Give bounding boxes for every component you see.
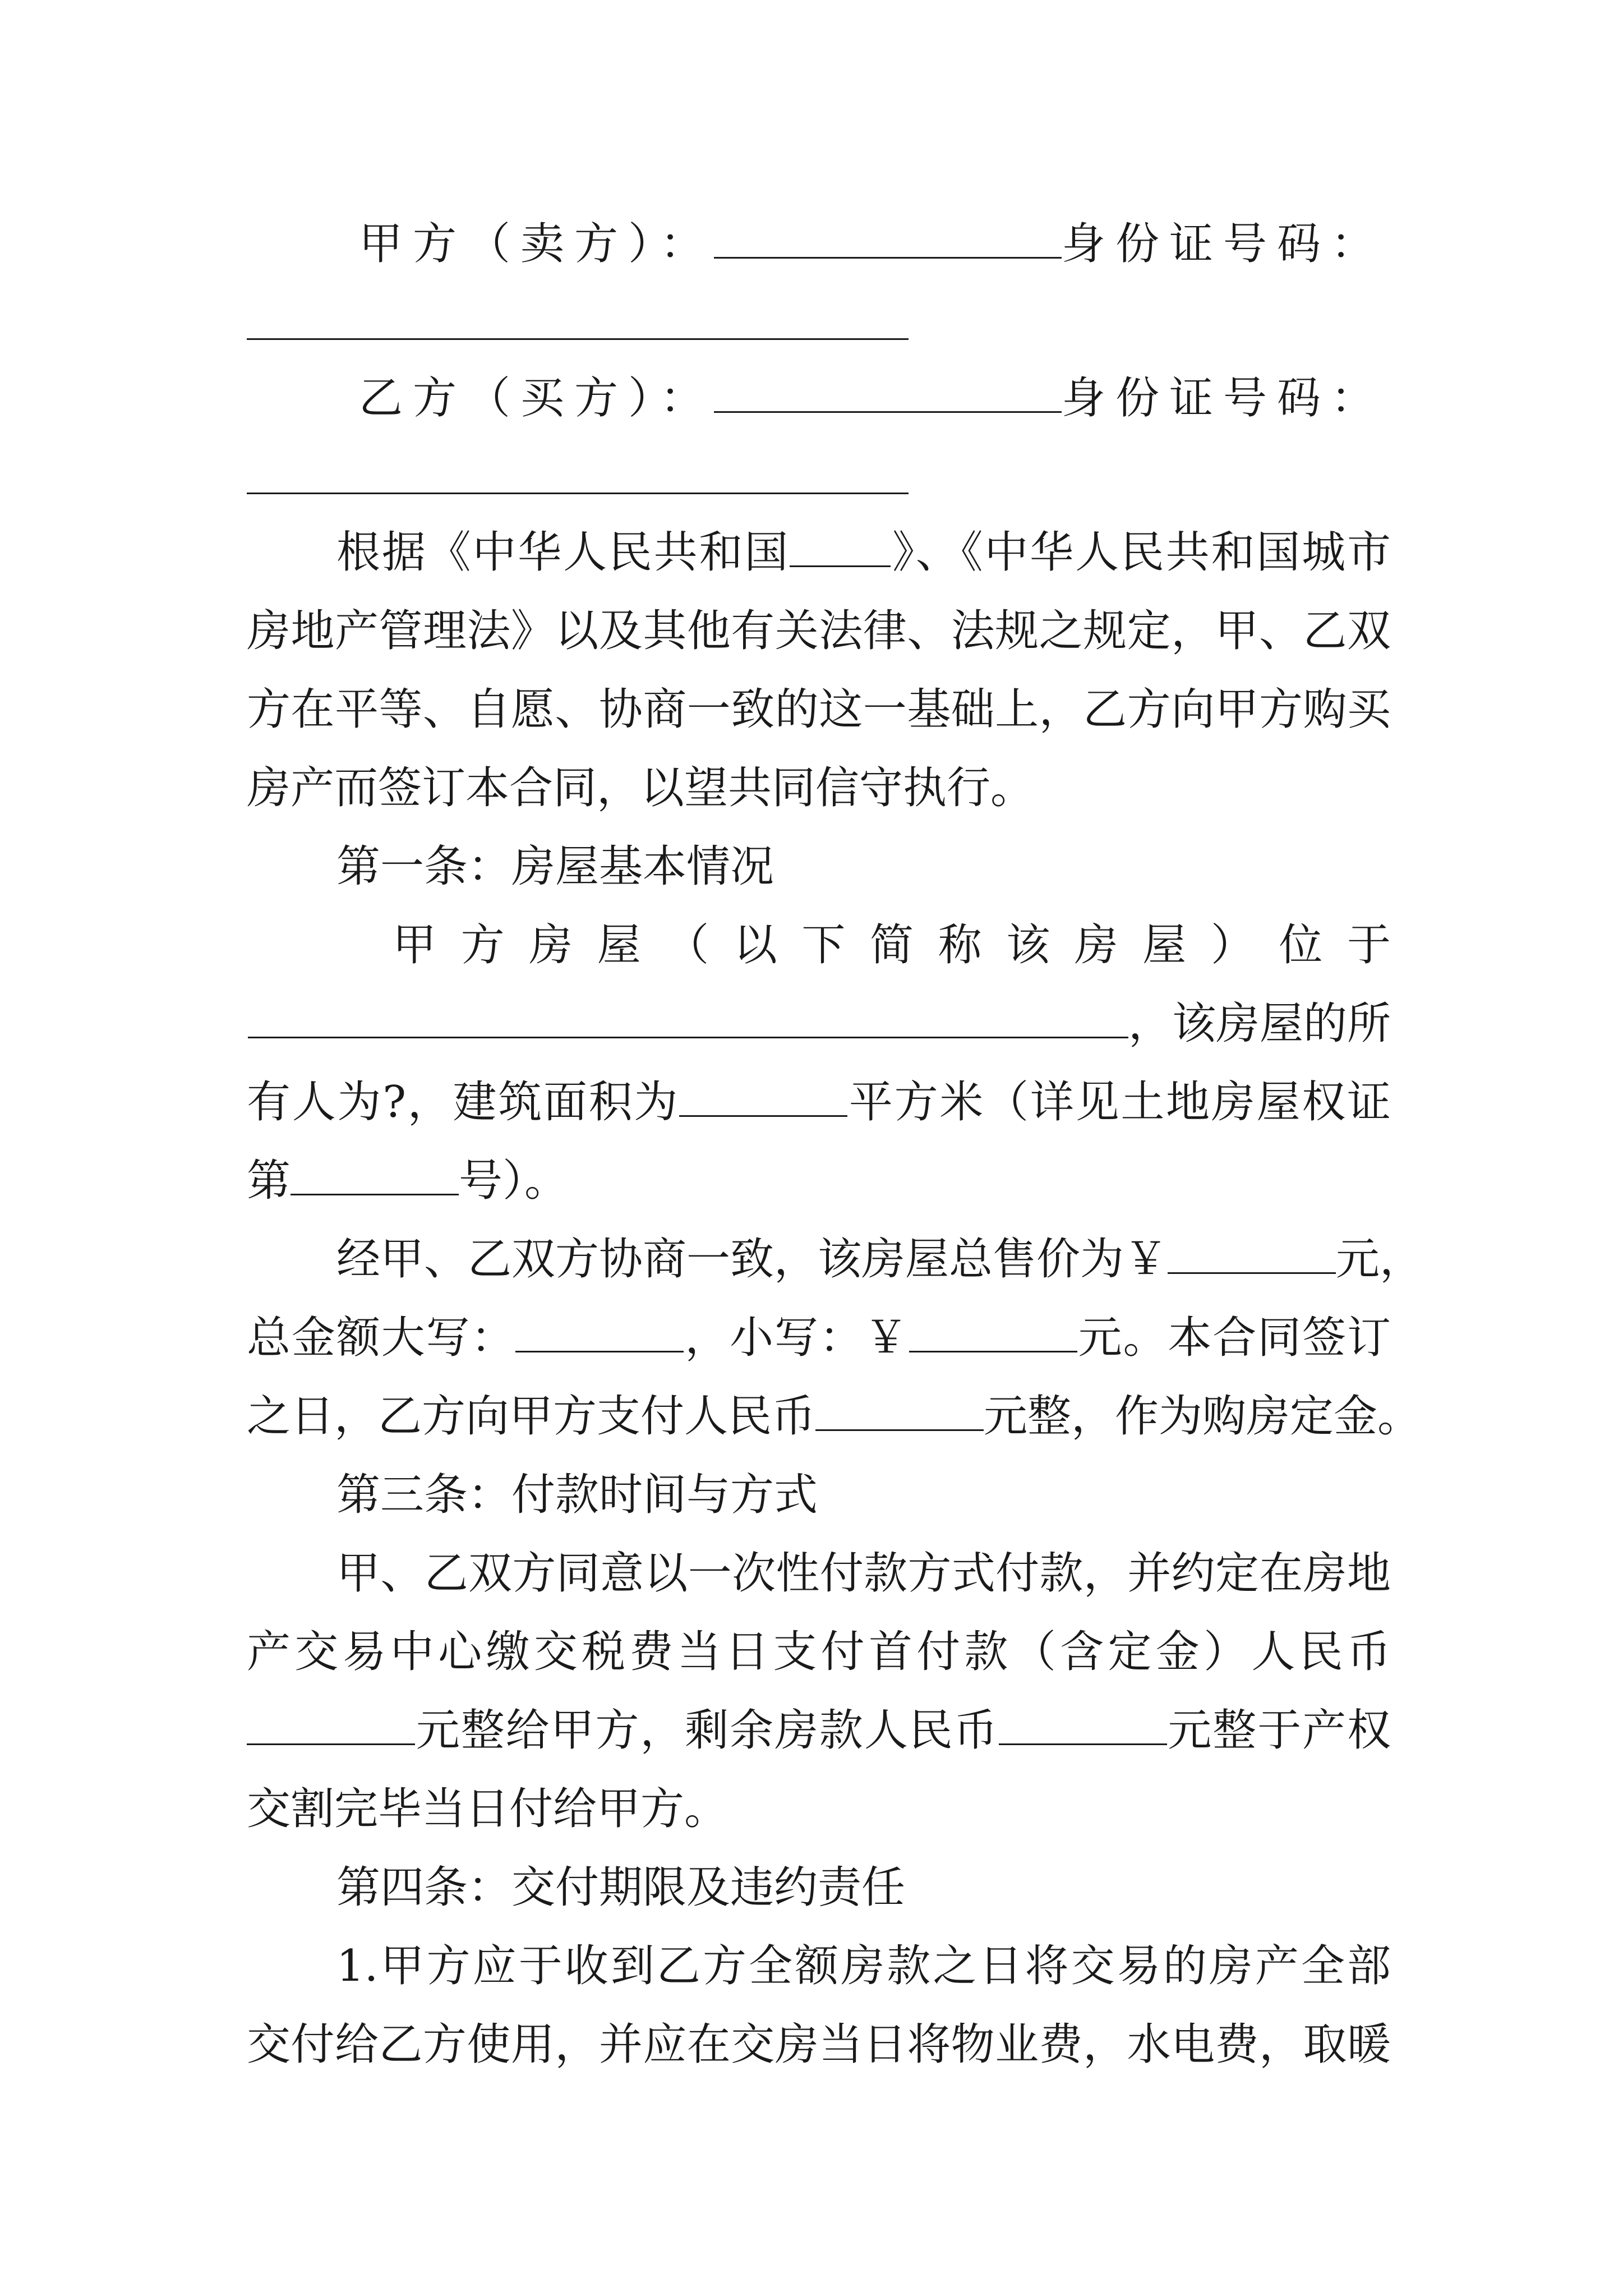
law-name-field[interactable] — [790, 526, 891, 567]
price-line-1: 经甲、乙双方协商一致，该房屋总售价为￥ 元， — [336, 1234, 1424, 1285]
preamble-line-3: 方在平等、自愿、协商一致的这一基础上，乙方向甲方购买 — [247, 684, 1391, 735]
amount-words-field[interactable] — [515, 1312, 684, 1352]
remaining-payment-field[interactable] — [999, 1704, 1167, 1745]
article1-line-3: 有人为?，建筑面积为 平方米（详见土地房屋权证 — [247, 1077, 1391, 1128]
article3-heading: 第三条：付款时间与方式 — [336, 1470, 818, 1520]
buyer-id-field[interactable] — [247, 493, 909, 494]
seller-id-field[interactable] — [247, 338, 909, 340]
article3-line-3: 元整给甲方，剩余房款人民币 元整于产权 — [247, 1703, 1391, 1759]
buyer-line — [359, 370, 1385, 426]
certificate-number-field[interactable] — [291, 1154, 459, 1195]
article1-heading: 第一条：房屋基本情况 — [336, 841, 774, 892]
preamble-line-2: 房地产管理法》以及其他有关法律、法规之规定，甲、乙双 — [247, 606, 1391, 656]
article4-line-2: 交付给乙方使用，并应在交房当日将物业费，水电费，取暖 — [247, 2019, 1391, 2070]
article4-heading: 第四条：交付期限及违约责任 — [336, 1862, 906, 1913]
deposit-field[interactable] — [815, 1390, 984, 1431]
buyer-name-field[interactable] — [714, 372, 1062, 413]
article1-line-1: 甲方房屋（以下简称该房屋）位于 — [393, 920, 1391, 970]
preamble-line-1: 根据《中华人民共和国 》、《中华人民共和国城市 — [336, 527, 1391, 578]
total-price-field[interactable] — [1168, 1233, 1336, 1274]
amount-figures-field[interactable] — [909, 1312, 1077, 1352]
article1-line-4: 第 号）。 — [247, 1156, 569, 1206]
buyer-id-label: 身份证号码： — [1062, 373, 1385, 424]
article3-line-4: 交割完毕当日付给甲方。 — [247, 1784, 728, 1834]
article1-line-2: ，该房屋的所 — [247, 996, 1391, 1052]
area-field[interactable] — [679, 1076, 847, 1117]
seller-id-label: 身份证号码： — [1062, 219, 1385, 269]
price-line-3: 之日，乙方向甲方支付人民币 元整，作为购房定金。 — [247, 1391, 1422, 1442]
seller-label: 甲方（卖方）： — [359, 219, 714, 269]
buyer-label: 乙方（买方）： — [359, 373, 714, 424]
down-payment-field[interactable] — [247, 1704, 415, 1745]
article3-line-1: 甲、乙双方同意以一次性付款方式付款，并约定在房地 — [336, 1548, 1391, 1599]
article4-line-1: 1.甲方应于收到乙方全额房款之日将交易的房产全部 — [336, 1941, 1391, 1991]
seller-line — [359, 216, 1385, 272]
price-line-2: 总金额大写： ，小写：￥ 元。本合同签订 — [247, 1313, 1391, 1363]
article3-line-2: 产交易中心缴交税费当日支付首付款（含定金）人民币 — [247, 1627, 1391, 1677]
seller-name-field[interactable] — [714, 218, 1062, 259]
preamble-line-4: 房产而签订本合同，以望共同信守执行。 — [247, 763, 1035, 813]
location-field[interactable] — [248, 997, 1128, 1038]
